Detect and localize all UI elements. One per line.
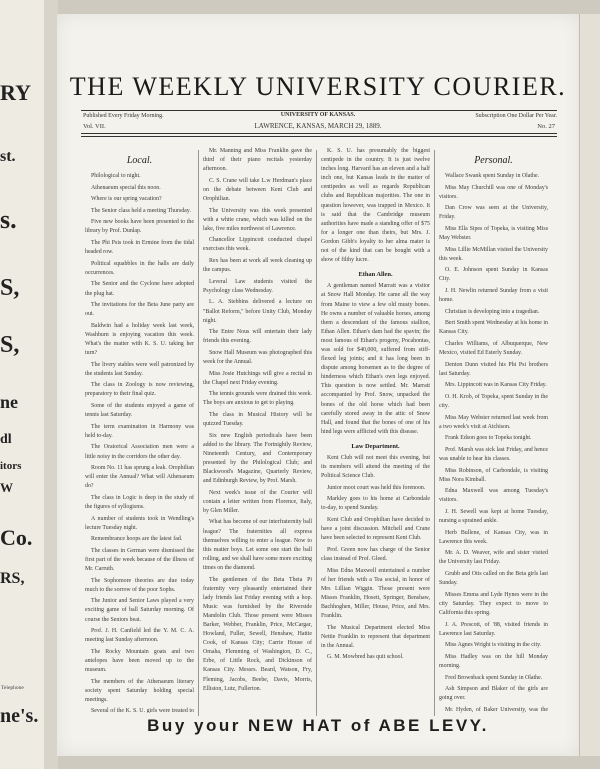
paragraph: Where is our spring vacation? xyxy=(91,196,162,203)
paragraph: J. H. Newlin returned Sunday from a visit home. xyxy=(439,288,548,304)
newspaper-page xyxy=(57,14,579,756)
paragraph: The Phi Psis took in Ermine from the tidal headed row. xyxy=(85,240,194,256)
paragraph: Kent Club will not meet this evening, but its members will attend the meeting of the Political Science Club. xyxy=(321,455,430,480)
column-paragraphs xyxy=(321,454,430,662)
section-heading: Personal. xyxy=(474,155,513,166)
paragraph: J. H. Sewell was kept at home Tuesday, nursing a sprained ankle. xyxy=(439,509,548,525)
column-divider xyxy=(434,150,435,716)
paragraph: The Musical Department elected Miss Nettie Franklin to represent that department in the Annual. xyxy=(321,624,430,649)
column-personal xyxy=(439,153,548,713)
masthead-rule-lower xyxy=(81,136,557,137)
paragraph: Miss Robinson, of Carbondale, is visiting Miss Nora Kimball. xyxy=(439,467,548,483)
column-paragraphs xyxy=(321,282,430,437)
paragraph: The livery stables were well patronized by the students last Sunday. xyxy=(85,361,194,377)
paragraph: Mr. Hyden, of Baker University, was the xyxy=(445,706,548,713)
paragraph: Markley goes to his home at Carbondale to-day, to spend Sunday. xyxy=(321,496,430,512)
binding-fragment: W xyxy=(0,480,13,495)
paragraph: Frank Edson goes to Topeka tonight. xyxy=(445,435,532,442)
paragraph: Herb Bullene, of Kansas City, was in Lawrence this week. xyxy=(439,529,548,545)
paragraph: Misses Emma and Lyde Hynes were in the city Saturday. They expect to move to California this spring. xyxy=(439,591,548,616)
paragraph: Some of the students enjoyed a game of tennis last Saturday. xyxy=(85,403,194,419)
paragraph: The term examination in Harmony was held to-day. xyxy=(85,423,194,439)
paragraph: The Oratorical Association men were a little noisy in the corridors the other day. xyxy=(85,444,194,460)
paragraph: Snow Hall Museum was photographed this week for the Annual. xyxy=(203,349,312,365)
paragraph: Charles Williams, of Albuquerque, New Mexico, visited Ed Esterly Sunday. xyxy=(439,341,548,357)
paragraph: Miss Hadley was on the hill Monday morning. xyxy=(439,653,548,669)
paragraph: The Senior class held a meeting Thursday. xyxy=(91,207,191,214)
masthead-rule xyxy=(81,110,557,111)
paragraph: The invitations for the Beta June party are out. xyxy=(85,302,194,318)
paragraph: Six new English periodicals have been added to the library. The Fortnightly Review, Nineteenth Century, and Contemporary presented by the Philological Club; and Blackwood's Magazine, Quarterly Review, and Edinburgh Review, by Prof. Marsh. xyxy=(203,432,312,485)
paragraph: Next week's issue of the Courier will contain a letter written from Florence, Italy, by Glen Miller. xyxy=(203,489,312,514)
binding-fragment: dl xyxy=(0,432,12,447)
binding-fragment: Co. xyxy=(0,525,33,550)
paragraph: Mr. A. D. Weaver, wife and sister visited the University last Friday. xyxy=(439,550,548,566)
paragraph: Several of the K. S. U. girls were treated to xyxy=(91,708,194,713)
column-paragraphs xyxy=(439,172,548,713)
paragraph: Bert Smith spent Wednesday at his home in Kansas City. xyxy=(439,320,548,336)
paragraph: Prof. Marsh was sick last Friday, and hence was unable to hear his classes. xyxy=(439,446,548,463)
paragraph: The gentlemen of the Beta Theta Pi fraternity very pleasantly entertained their lady friends last Friday evening with a hop. Music was furnished by the Riverside Mandolin Club. Those present were Misses Barker, Webber, Franklin, Price, McCargar, Howland, Fuller, Sewell, Henshaw, Hattie Cook, of Kansas City; Carrie House of Omaha, Flemming of Washington, D. C., Erbe, of Little Rock, and Dickinson of Kansas City. Messrs. Beard, Watson, Fry, Fleming, Jacobs, Beebe, Davis, Morris, Elliston, Lutz, Fullerton. xyxy=(203,576,312,692)
column-divider xyxy=(198,150,199,716)
dateline: LAWRENCE, KANSAS, MARCH 29, 1889. xyxy=(254,122,382,130)
binding-fragment: RY xyxy=(0,80,32,105)
paragraph: The class in Logic is deep in the study of the figures of syllogisms. xyxy=(85,494,194,510)
column-paragraphs xyxy=(85,172,194,713)
binding-fragment: RS, xyxy=(0,570,25,587)
paragraph: What has become of our interfraternity ball league? The fraternities all express themselves willing to enter a league. Now to this matter boys. Let some one start the ball rolling, and we shall have some more exciting times on the diamond. xyxy=(203,519,312,571)
paragraph: C. S. Crane will take L.w Herdman's place on the debate between Kent Club and Orophilian. xyxy=(203,177,312,202)
paragraph: Room No. 11 has sprung a leak. Orophilian will enter the Annual? What will Athenaeum do? xyxy=(85,465,194,490)
paragraph: L. A. Stebbins delivered a lecture on "Ballot Reform," before Unity Club, Monday night. xyxy=(203,299,312,324)
adjacent-page-binding xyxy=(0,0,45,769)
paragraph: Edna Maxwell was among Tuesday's visitors. xyxy=(439,488,548,504)
binding-fragment: ne xyxy=(0,392,18,412)
binding-fragment: ne's. xyxy=(0,705,39,727)
paragraph: O. H. Krob, of Topeka, spent Sunday in the city. xyxy=(439,393,548,410)
column-local xyxy=(85,153,194,713)
paragraph: The tennis grounds were drained this week. The boys are anxious to get to playing. xyxy=(203,391,312,407)
paragraph: Miss Ella Sipes of Topeka, is visiting Miss May Webster. xyxy=(439,225,548,242)
paragraph: O. E. Johnson spent Sunday in Kansas City. xyxy=(439,267,548,283)
paragraph: Grubb and Otis called on the Beta girls last Sunday. xyxy=(439,571,548,587)
binding-fragment: st. xyxy=(0,148,16,165)
binding-fragment: S, xyxy=(0,332,20,358)
paragraph: The members of the Athenaeum literary society spent Saturday holding special meetings. xyxy=(85,678,194,703)
paragraph: Philological to night. xyxy=(91,173,141,179)
masthead-title: THE WEEKLY UNIVERSITY COURIER. xyxy=(69,72,567,101)
binding-small-text: Telephone xyxy=(1,685,24,691)
paragraph: Miss Edna Maxwell entertained a number of her friends with a Tea social, in honor of Mrs Lillian Wiggin. Those present were Misses Franklin, Hosett, Springer, Benshaw, Bachhoghen, Miller, House, Price, and Mrs. Franklin. xyxy=(321,567,430,619)
paragraph: The class in Musical History will be quizzed Tuesday. xyxy=(203,411,312,428)
paragraph: Ash Simpson and Blaker of the girls are going over. xyxy=(439,686,548,702)
paragraph: Miss Lillie McMillan visited the University this week. xyxy=(439,246,548,262)
paragraph: Mr. Manning and Miss Franklin gave the third of their piano recitals yesterday afternoon. xyxy=(203,148,312,173)
paragraph: The class in Zoology is now reviewing, preparatory to their final quiz. xyxy=(85,382,194,398)
paragraph: Denton Dunn visited his Phi Psi brothers last Saturday. xyxy=(439,361,548,377)
university-line: UNIVERSITY OF KANSAS. xyxy=(280,112,356,118)
paragraph: Kent Club and Orophilian have decided to have a joint discussion. Mitchell and Crane have been selected to represent Kent Club. xyxy=(321,517,430,542)
advertisement-banner: Buy your NEW HAT of ABE LEVY. xyxy=(147,716,489,735)
paragraph: Miss May Churchill was one of Monday's visitors. xyxy=(439,184,548,200)
volume: Vol. VII. xyxy=(83,123,106,130)
binding-fragment: itors xyxy=(0,460,22,472)
paragraph: The Rocky Mountain goats and two antelopes have been moved up to the museum. xyxy=(85,648,194,673)
section-heading: Local. xyxy=(126,155,153,166)
paragraph: Mrs. Lippincott was in Kansas City Friday. xyxy=(445,382,547,389)
paragraph: Junior moot court was held this forenoon. xyxy=(327,484,426,491)
paragraph: Prof. Green now has charge of the Senior class instead of Prof. Gleed. xyxy=(321,546,430,562)
column-paragraphs xyxy=(203,147,312,694)
column-centipede-ethan-law xyxy=(321,147,430,707)
paragraph: Political squabbles in the halls are daily occurrences. xyxy=(85,260,194,276)
paragraph: K. S. U. has presumably the biggest centipede in the country. It is just twelve inches long. Harvard has an eleven and a half inch one, but Kansas leads in the matter of centipedes as well as regards Republican clubs and Republican majorities. The one in question however, was trapped in Mexico. It is said that the Cambridge museum authorities have made a standing offer of $75 for a longer one than theirs, but Mrs. J. Gordon Gibb's loyalty to her alma mater is not of the kind that can be bought with a show of filthy lucre. xyxy=(321,148,430,264)
paragraph: The Senior and the Cyclone have adopted the plug hat. xyxy=(85,281,194,297)
column-local-continued xyxy=(203,147,312,707)
paragraph: Baldwin had a holiday week last week, Washburn is enjoying vacation this week. What's the matter with K. S. U. taking her turn? xyxy=(85,322,194,357)
paragraph: Five new books have been presented to the library by Prof. Dunlap. xyxy=(85,219,194,235)
paragraph: Remembrance hoops are the latest fad. xyxy=(91,536,183,543)
paragraph: A number of students took in Wendling's lecture Tuesday night. xyxy=(85,515,194,531)
paragraph: The classes in German were dismissed the first part of the week because of the illness of Mr. Carruth. xyxy=(85,547,194,573)
page-edge xyxy=(579,14,600,756)
paragraph: Prof. J. H. Canfield led the Y. M. C. A. meeting last Sunday afternoon. xyxy=(85,628,194,644)
paragraph: Christian is developing into a tragedian. xyxy=(445,308,540,315)
column-divider xyxy=(316,150,317,716)
paragraph: Dan Crow was seen at the University, Friday. xyxy=(439,205,548,221)
paragraph: The University was this week presented with a white crane, which was killed on the lake, five miles northwest of Lawrence. xyxy=(203,207,312,232)
paragraph: J. A. Prescott, of '88, visited friends in Lawrence last Saturday. xyxy=(439,621,548,637)
paragraph: The Sophomore theories are due today much to the sorrow of the poor Sophs. xyxy=(85,577,194,593)
subhead-ethan-allen: Ethan Allen. xyxy=(358,271,393,279)
issue-number: No. 27 xyxy=(537,123,555,130)
paragraph: Miss Agnes Wright is visiting in the city. xyxy=(445,642,542,649)
published-line: Published Every Friday Morning. xyxy=(83,113,164,119)
paragraph: Leveral Law students visited the Psychology class Wednesday. xyxy=(203,278,312,294)
column-paragraphs xyxy=(321,147,430,265)
subscription-line: Subscription One Dollar Per Year. xyxy=(475,113,557,119)
masthead-rule-lower xyxy=(81,133,557,134)
paragraph: Miss Josie Hutchings will give a recital in the Chapel next Friday evening. xyxy=(203,370,312,386)
paragraph: The Junior and Senior Laws played a very exciting game of ball Saturday morning. Of course the Seniors beat. xyxy=(85,598,194,623)
paragraph: Rex has been at work all week cleaning up the campus. xyxy=(203,258,312,274)
paragraph: A gentleman named Marratt was a visitor at Snow Hall Monday. He came all the way from Maine to view a few old musty bones. He owns a number of valuable horses, among them a descendant of the famous stallion, Ethan Allen. Ethan's dam had the spavin; the most famous of Ethan's progeny, Pocahontas, was sold for $40,000, suffered from stiff-flexed leg joints; and it has long been in dispute among horsemen as to the degree of hinderness which Ethan's own legs enjoyed. This question is now settled. Mr. Marratt accompanied by Prof. Snow, unpacked the bones of the old horse which had been carefully stored away in the attic of Snow Hall, and found that the bones of one of his hind legs were afflicted with this disease. xyxy=(321,283,430,435)
subhead-law-department: Law Department. xyxy=(351,442,400,450)
paragraph: The Entre Nous will entertain their lady friends this evening. xyxy=(203,329,312,345)
paragraph: Chancellor Lippincott conducted chapel exercises this week. xyxy=(203,237,312,253)
paragraph: Athenaeum special this noon. xyxy=(91,184,161,191)
paragraph: G. M. Mowbred has quit school. xyxy=(327,654,404,661)
binding-fragment: S, xyxy=(0,275,20,301)
paragraph: Fred Brownback spent Sunday in Olathe. xyxy=(445,674,543,681)
binding-fragment: s. xyxy=(0,205,17,234)
page-gutter xyxy=(44,0,58,769)
paragraph: Miss May Webster returned last week from a two week's visit at Atchison. xyxy=(439,414,548,430)
paragraph: Wallace Swank spent Sunday in Olathe. xyxy=(445,173,540,179)
